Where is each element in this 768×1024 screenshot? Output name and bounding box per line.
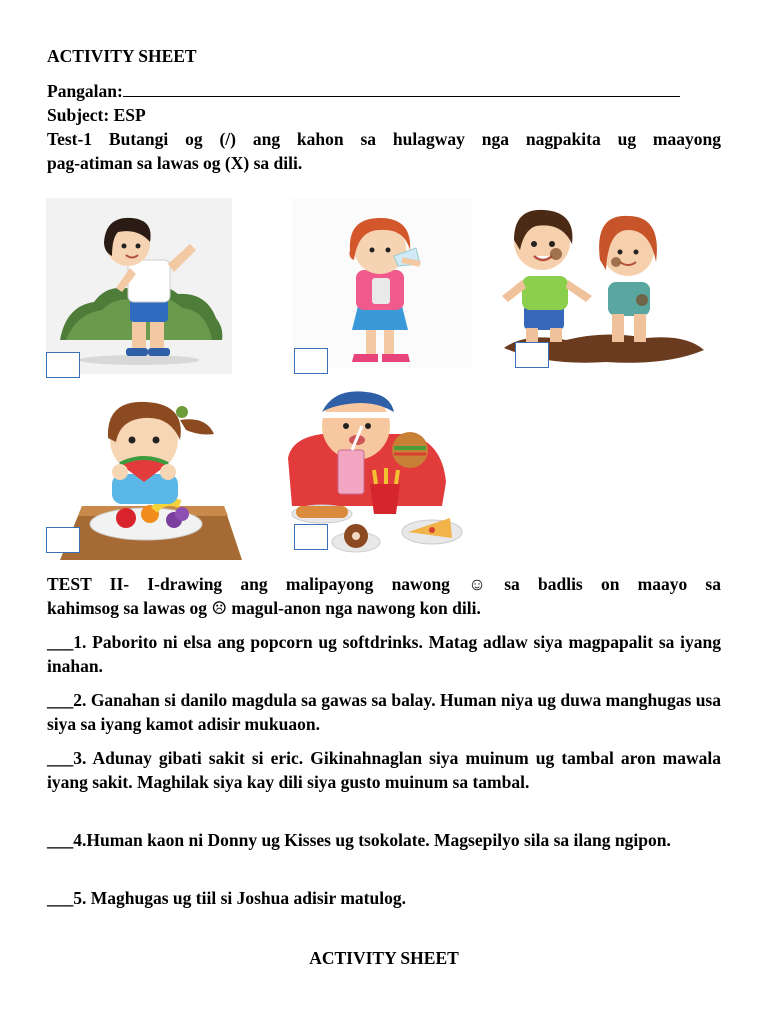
test2-instruction-line2: kahimsog sa lawas og ☹ magul-anon nga nawong kon dili.: [47, 598, 481, 618]
name-field[interactable]: [47, 79, 721, 103]
list-item-4: [47, 828, 721, 852]
test1-instruction-line2: pag-atiman sa lawas og (X) sa dili.: [47, 153, 303, 173]
answer-blank-3[interactable]: ___: [47, 748, 74, 768]
checkbox-image-5[interactable]: [294, 524, 328, 550]
item-text-2: 2. Ganahan si danilo magdula sa gawas sa balay. Human niya ug duwa manghugas usa siya sa iyang kamot adisir mukuaon.: [47, 690, 721, 734]
test2-instruction-line1: TEST II- I-drawing ang malipayong nawong ☺ sa badlis on maayo sa: [47, 574, 721, 594]
answer-blank-5[interactable]: ___: [47, 888, 74, 908]
checkbox-image-1[interactable]: [46, 352, 80, 378]
item-text-1: 1. Paborito ni elsa ang popcorn ug softdrinks. Matag adlaw siya magpapalit sa iyang inahan.: [47, 632, 721, 676]
list-item-1: [47, 630, 721, 678]
girl-drinking-water-icon: [292, 198, 472, 368]
test1-instruction-line1: Test-1 Butangi og (/) ang kahon sa hulagway nga nagpakita ug maayong: [47, 129, 721, 149]
checkbox-image-2[interactable]: [294, 348, 328, 374]
checkbox-image-4[interactable]: [46, 527, 80, 553]
item-text-4: 4.Human kaon ni Donny ug Kisses ug tsokolate. Magsepilyo sila sa ilang ngipon.: [73, 830, 671, 850]
answer-blank-1[interactable]: ___: [47, 632, 74, 652]
answer-blank-2[interactable]: ___: [47, 690, 74, 710]
list-item-5: [47, 886, 721, 910]
item-text-3: 3. Adunay gibati sakit si eric. Gikinahnaglan siya muinum ug tambal aron mawala iyang sakit. Maghilak siya kay dili siya gusto muinum sa tambal.: [47, 748, 721, 792]
list-item-2: [47, 688, 721, 736]
answer-blank-4[interactable]: ___: [47, 830, 74, 850]
subject-line: Subject: ESP: [47, 105, 146, 125]
checkbox-image-3[interactable]: [515, 342, 549, 368]
page-title: ACTIVITY SHEET: [47, 46, 197, 66]
item-text-5: 5. Maghugas ug tiil si Joshua adisir matulog.: [73, 888, 406, 908]
next-page-title: ACTIVITY SHEET: [309, 948, 459, 968]
child-stretching-exercise-icon: [46, 198, 232, 374]
name-label: Pangalan:: [47, 81, 123, 101]
list-item-3: [47, 746, 721, 794]
name-blank[interactable]: [123, 96, 680, 97]
